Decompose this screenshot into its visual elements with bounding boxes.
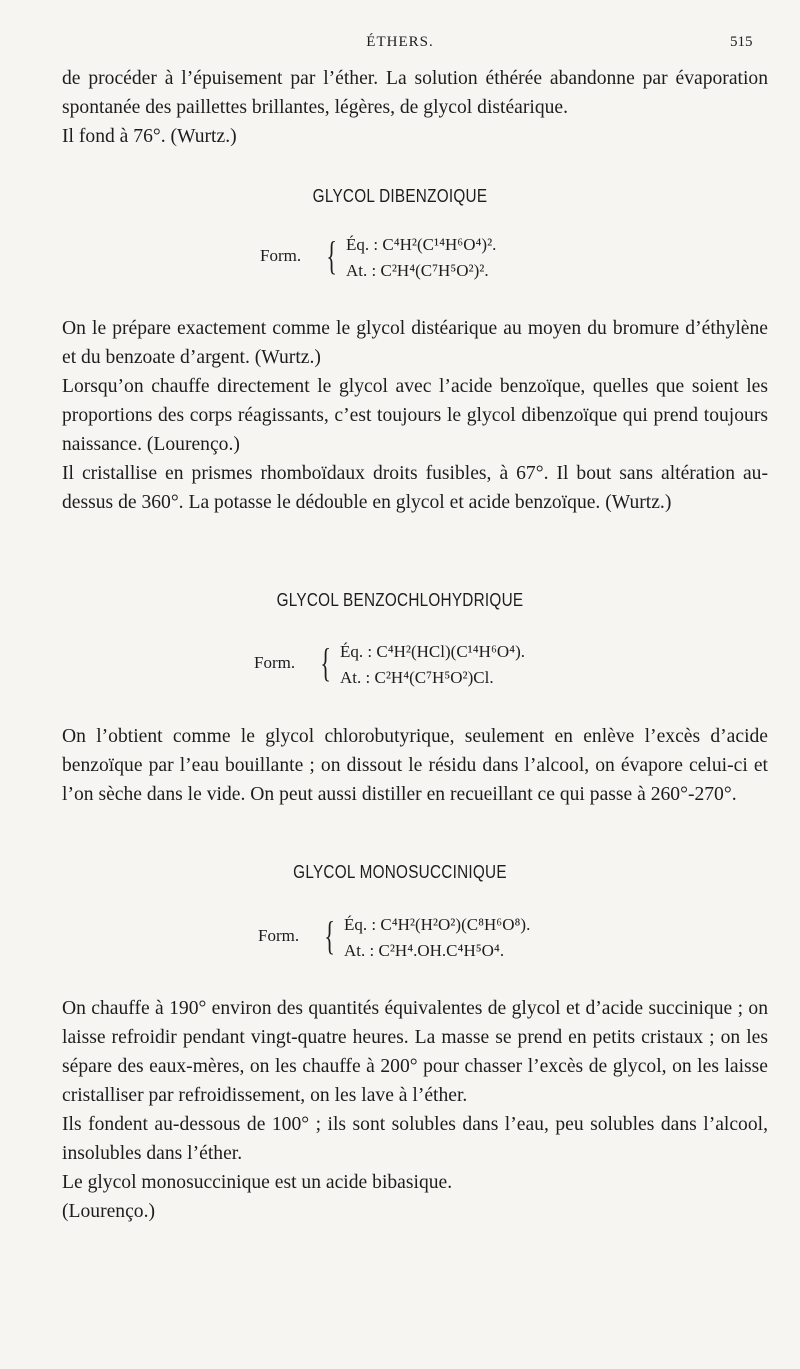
paragraph: On le prépare exactement comme le glycol distéarique au moyen du bromure d’éthylène et du benzoate d’argent. (Wurtz.) xyxy=(62,318,768,368)
brace: { xyxy=(326,233,337,278)
section-body xyxy=(62,994,768,1226)
formula-label: Form. xyxy=(260,246,302,265)
paragraph: Lorsqu’on chauffe directement le glycol avec l’acide benzoïque, quelles que soient les proportions des corps réagissants, c’est toujours le glycol dibenzoïque qui prend toujours naissance. (Lourenço.) xyxy=(62,376,768,455)
formula-label: Form. xyxy=(254,653,296,672)
section-body xyxy=(62,722,768,809)
paragraph: Le glycol monosuccinique est un acide bibasique. xyxy=(62,1172,453,1193)
formula-at: At. : C²H⁴(C⁷H⁵O²)². xyxy=(346,261,489,280)
section-title: GLYCOL MONOSUCCINIQUE xyxy=(293,862,507,882)
paragraph: de procéder à l’épuisement par l’éther. La solution éthérée abandonne par évaporation spontanée des paillettes brillantes, légères, de glycol distéarique. xyxy=(62,68,768,118)
formula-at: At. : C²H⁴.OH.C⁴H⁵O⁴. xyxy=(344,941,505,960)
formula-block xyxy=(254,641,594,693)
formula-at: At. : C²H⁴(C⁷H⁵O²)Cl. xyxy=(340,668,494,687)
formula-eq: Éq. : C⁴H²(HCl)(C¹⁴H⁶O⁴). xyxy=(340,642,526,661)
paragraph: Il fond à 76°. (Wurtz.) xyxy=(62,126,237,147)
paragraph: Il cristallise en prismes rhomboïdaux droits fusibles, à 67°. Il bout sans altération au-dessus de 360°. La potasse le dédouble en glycol et acide benzoïque. (Wurtz.) xyxy=(62,463,768,513)
formula-eq: Éq. : C⁴H²(H²O²)(C⁸H⁶O⁸). xyxy=(344,915,531,934)
brace: { xyxy=(324,913,335,958)
section-title: GLYCOL BENZOCHLOHYDRIQUE xyxy=(276,590,524,610)
section-title: GLYCOL DIBENZOIQUE xyxy=(312,186,488,206)
paragraph: On chauffe à 190° environ des quantités équivalentes de glycol et d’acide succinique ; on laisse refroidir pendant vingt-quatre heures. La masse se prend en petits cristaux ; on les sépare des eaux-mères, on les chauffe à 200° pour chasser l’excès de glycol, on les laisse cristalliser par refroidissement, on les lave à l’éther. xyxy=(62,998,768,1106)
formula-block xyxy=(260,234,580,286)
section-body xyxy=(62,314,768,517)
intro-block xyxy=(62,64,768,151)
formula-label: Form. xyxy=(258,926,300,945)
formula-block xyxy=(258,914,598,966)
formula-eq: Éq. : C⁴H²(C¹⁴H⁶O⁴)². xyxy=(346,235,497,254)
running-header: ÉTHERS. xyxy=(366,34,434,50)
page-number: 515 xyxy=(730,34,753,50)
paragraph: Ils fondent au-dessous de 100° ; ils sont solubles dans l’eau, peu solubles dans l’alcool, insolubles dans l’éther. xyxy=(62,1114,768,1164)
brace: { xyxy=(320,640,331,685)
paragraph: On l’obtient comme le glycol chlorobutyrique, seulement en enlève l’excès d’acide benzoïque par l’eau bouillante ; on dissout le résidu dans l’alcool, on évapore celui-ci et l’on sèche dans le vide. On peut aussi distiller en recueillant ce qui passe à 260°-270°. xyxy=(62,726,768,805)
paragraph: (Lourenço.) xyxy=(62,1201,156,1222)
